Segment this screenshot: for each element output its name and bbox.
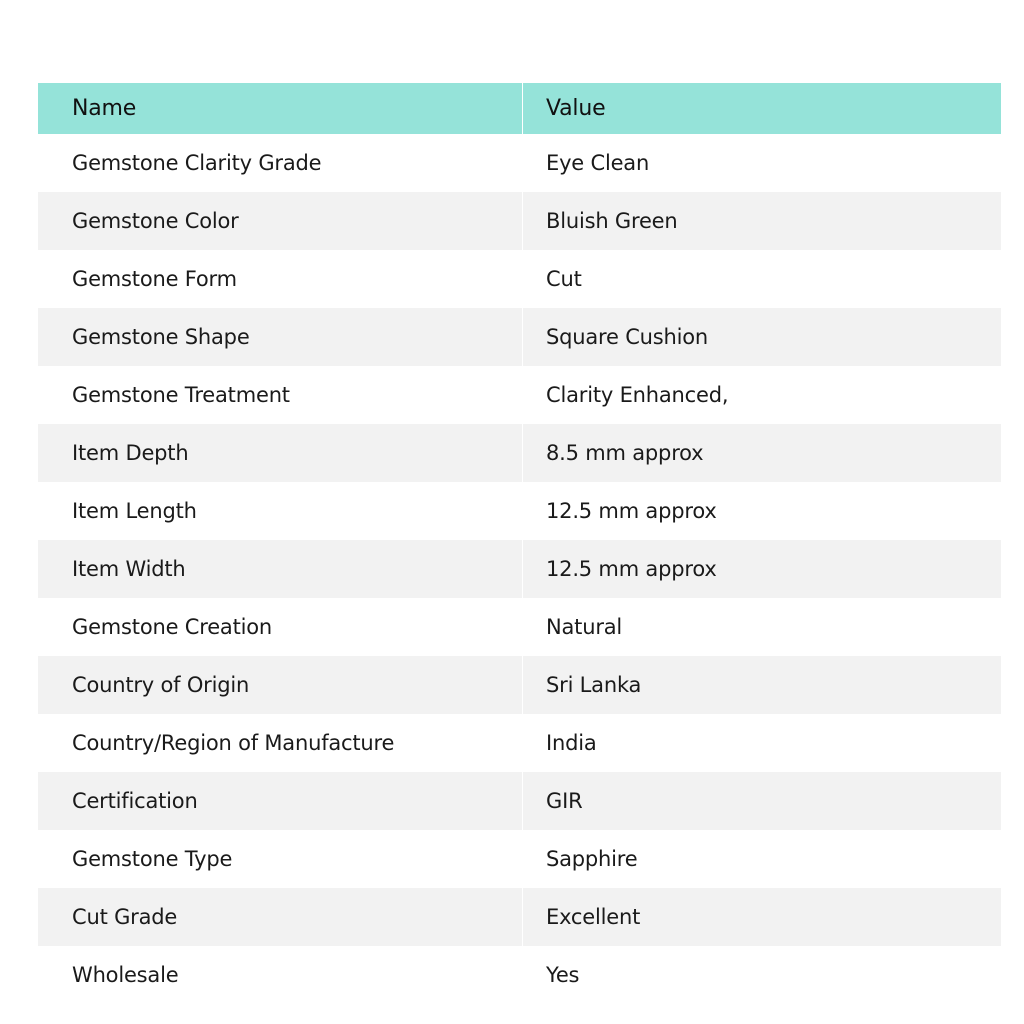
row-name-cell: Cut Grade [38,888,523,946]
row-value-cell: Natural [523,598,1001,656]
row-name-cell: Gemstone Form [38,250,523,308]
row-name-cell: Gemstone Clarity Grade [38,134,523,192]
table-row [38,598,1001,656]
row-name-cell: Country/Region of Manufacture [38,714,523,772]
row-name-cell: Wholesale [38,946,523,1004]
table-row [38,424,1001,482]
row-value-cell: Clarity Enhanced, [523,366,1001,424]
table-row [38,134,1001,192]
row-value-cell: 12.5 mm approx [523,482,1001,540]
table-row [38,946,1001,1004]
table-row [38,656,1001,714]
row-name-cell: Gemstone Type [38,830,523,888]
row-name-cell: Item Width [38,540,523,598]
table-row [38,540,1001,598]
table-row [38,714,1001,772]
row-value-cell: Sri Lanka [523,656,1001,714]
table-row [38,482,1001,540]
row-value-cell: India [523,714,1001,772]
row-value-cell: 12.5 mm approx [523,540,1001,598]
table-body [38,134,1001,1004]
row-value-cell: Eye Clean [523,134,1001,192]
column-header-name: Name [38,83,523,134]
row-value-cell: Square Cushion [523,308,1001,366]
row-name-cell: Country of Origin [38,656,523,714]
table-row [38,192,1001,250]
table-header-row [38,83,1001,134]
row-value-cell: Cut [523,250,1001,308]
row-value-cell: Sapphire [523,830,1001,888]
row-name-cell: Gemstone Creation [38,598,523,656]
row-value-cell: GIR [523,772,1001,830]
table-row [38,888,1001,946]
row-name-cell: Gemstone Color [38,192,523,250]
row-value-cell: Yes [523,946,1001,1004]
column-header-value: Value [546,96,606,121]
row-value-cell: Bluish Green [523,192,1001,250]
row-name-cell: Certification [38,772,523,830]
table-row [38,366,1001,424]
table-row [38,830,1001,888]
table-row [38,308,1001,366]
row-name-cell: Item Depth [38,424,523,482]
table-row [38,772,1001,830]
row-value-cell: 8.5 mm approx [523,424,1001,482]
row-name-cell: Gemstone Shape [38,308,523,366]
row-value-cell: Excellent [523,888,1001,946]
row-name-cell: Item Length [38,482,523,540]
table-row [38,250,1001,308]
specifications-table [38,83,1001,1004]
row-name-cell: Gemstone Treatment [38,366,523,424]
